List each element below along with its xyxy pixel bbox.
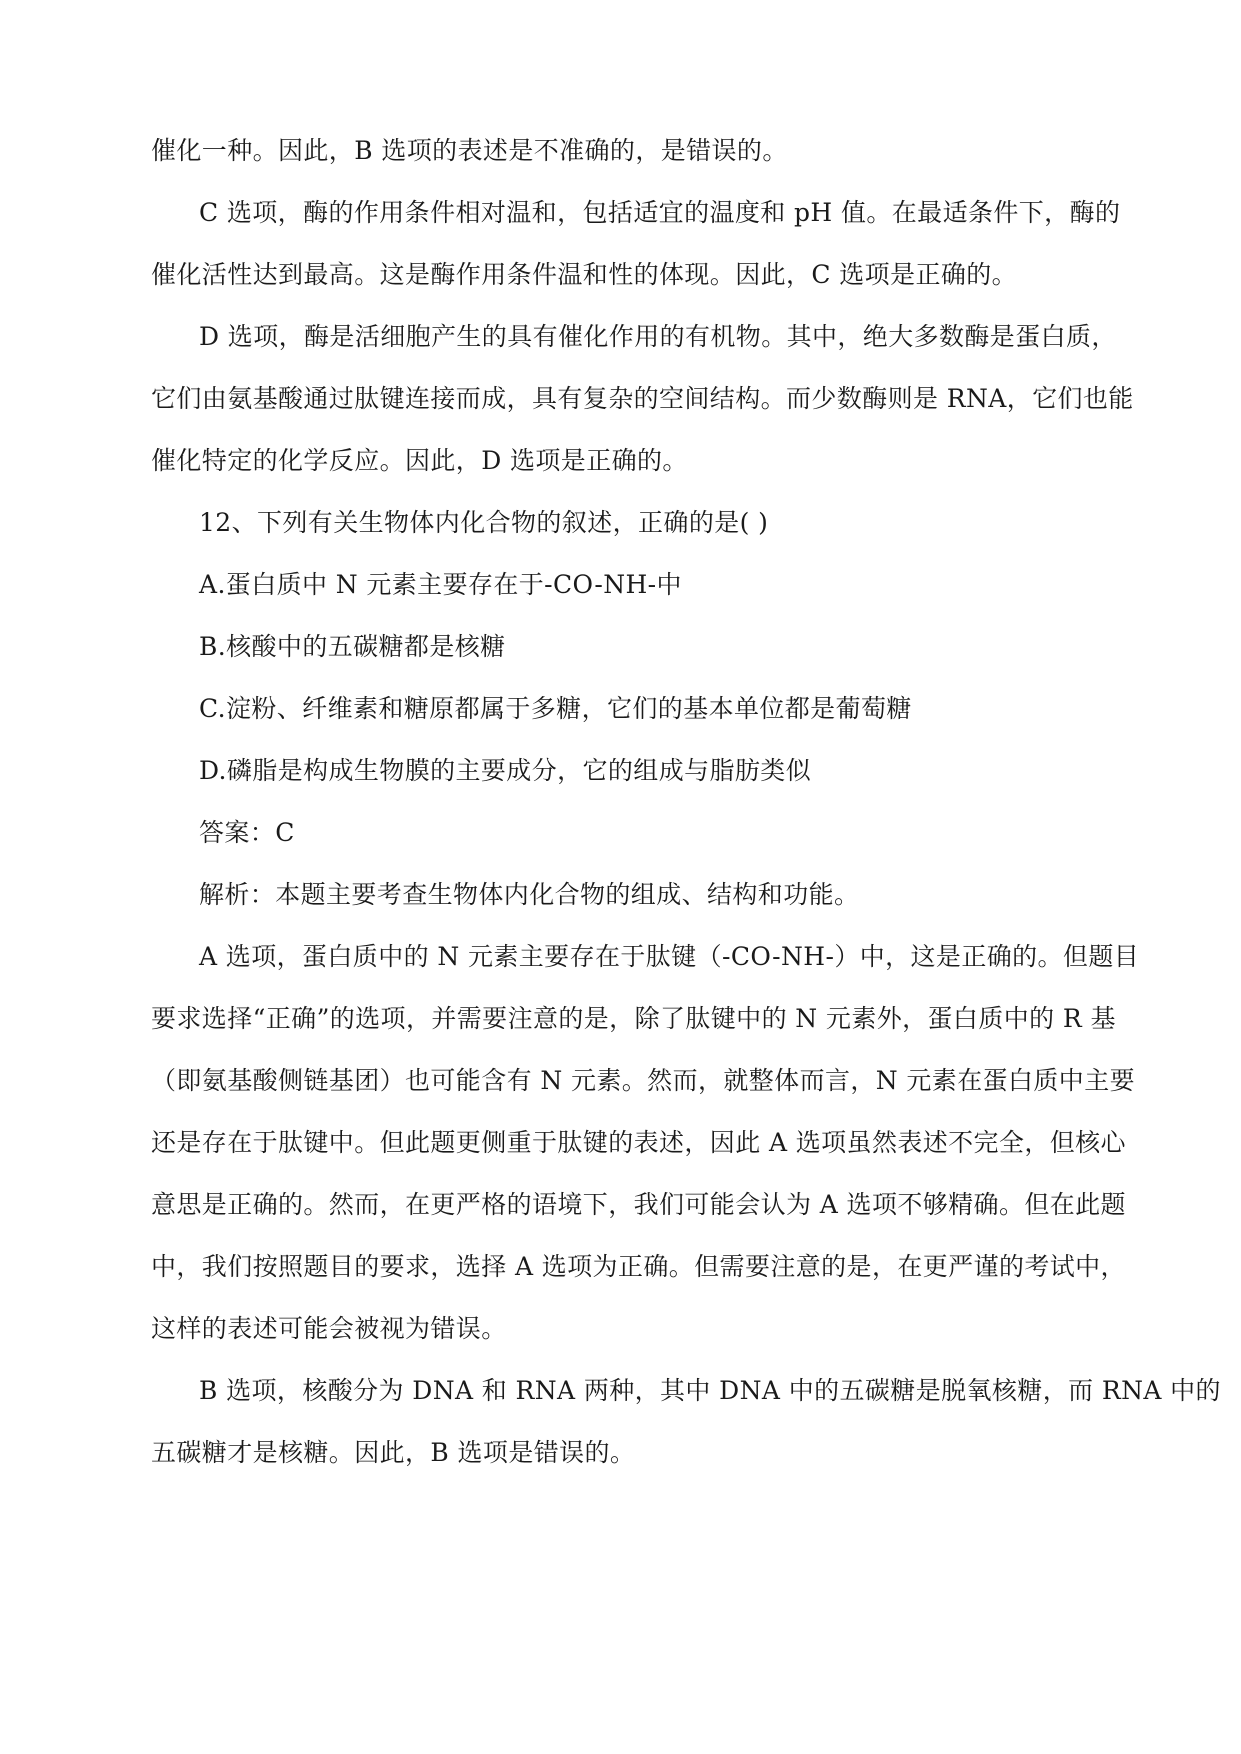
text-line: 要求选择“正确”的选项，并需要注意的是，除了肽键中的 N 元素外，蛋白质中的 R 基 — [151, 1004, 1116, 1033]
text-line: 催化一种。因此，B 选项的表述是不准确的，是错误的。 — [151, 136, 788, 165]
option-b: B.核酸中的五碳糖都是核糖 — [199, 632, 506, 661]
question-heading: 12、下列有关生物体内化合物的叙述，正确的是( ) — [199, 508, 769, 537]
text-line: A 选项，蛋白质中的 N 元素主要存在于肽键（-CO-NH-）中，这是正确的。但题目 — [199, 942, 1140, 971]
text-line: 这样的表述可能会被视为错误。 — [151, 1314, 507, 1343]
text-line: （即氨基酸侧链基团）也可能含有 N 元素。然而，就整体而言，N 元素在蛋白质中主要 — [151, 1066, 1135, 1095]
text-line: B 选项，核酸分为 DNA 和 RNA 两种，其中 DNA 中的五碳糖是脱氧核糖，而 RNA 中的 — [199, 1376, 1221, 1405]
option-a: A.蛋白质中 N 元素主要存在于-CO-NH-中 — [199, 570, 682, 599]
option-d: D.磷脂是构成生物膜的主要成分，它的组成与脂肪类似 — [199, 756, 812, 785]
text-line: 还是存在于肽键中。但此题更侧重于肽键的表述，因此 A 选项虽然表述不完全，但核心 — [151, 1128, 1126, 1157]
text-line: 五碳糖才是核糖。因此，B 选项是错误的。 — [151, 1438, 636, 1467]
option-c: C.淀粉、纤维素和糖原都属于多糖，它们的基本单位都是葡萄糖 — [199, 694, 912, 723]
text-line: 催化活性达到最高。这是酶作用条件温和性的体现。因此，C 选项是正确的。 — [151, 260, 1018, 289]
text-line: 催化特定的化学反应。因此，D 选项是正确的。 — [151, 446, 688, 475]
answer: 答案：C — [199, 818, 295, 847]
text-line: 中，我们按照题目的要求，选择 A 选项为正确。但需要注意的是，在更严谨的考试中， — [151, 1252, 1126, 1281]
analysis-intro: 解析：本题主要考查生物体内化合物的组成、结构和功能。 — [199, 880, 860, 909]
text-line: 它们由氨基酸通过肽键连接而成，具有复杂的空间结构。而少数酶则是 RNA，它们也能 — [151, 384, 1134, 413]
text-line: 意思是正确的。然而，在更严格的语境下，我们可能会认为 A 选项不够精确。但在此题 — [151, 1190, 1126, 1219]
text-line: C 选项，酶的作用条件相对温和，包括适宜的温度和 pH 值。在最适条件下，酶的 — [199, 198, 1121, 227]
text-line: D 选项，酶是活细胞产生的具有催化作用的有机物。其中，绝大多数酶是蛋白质， — [199, 322, 1117, 351]
